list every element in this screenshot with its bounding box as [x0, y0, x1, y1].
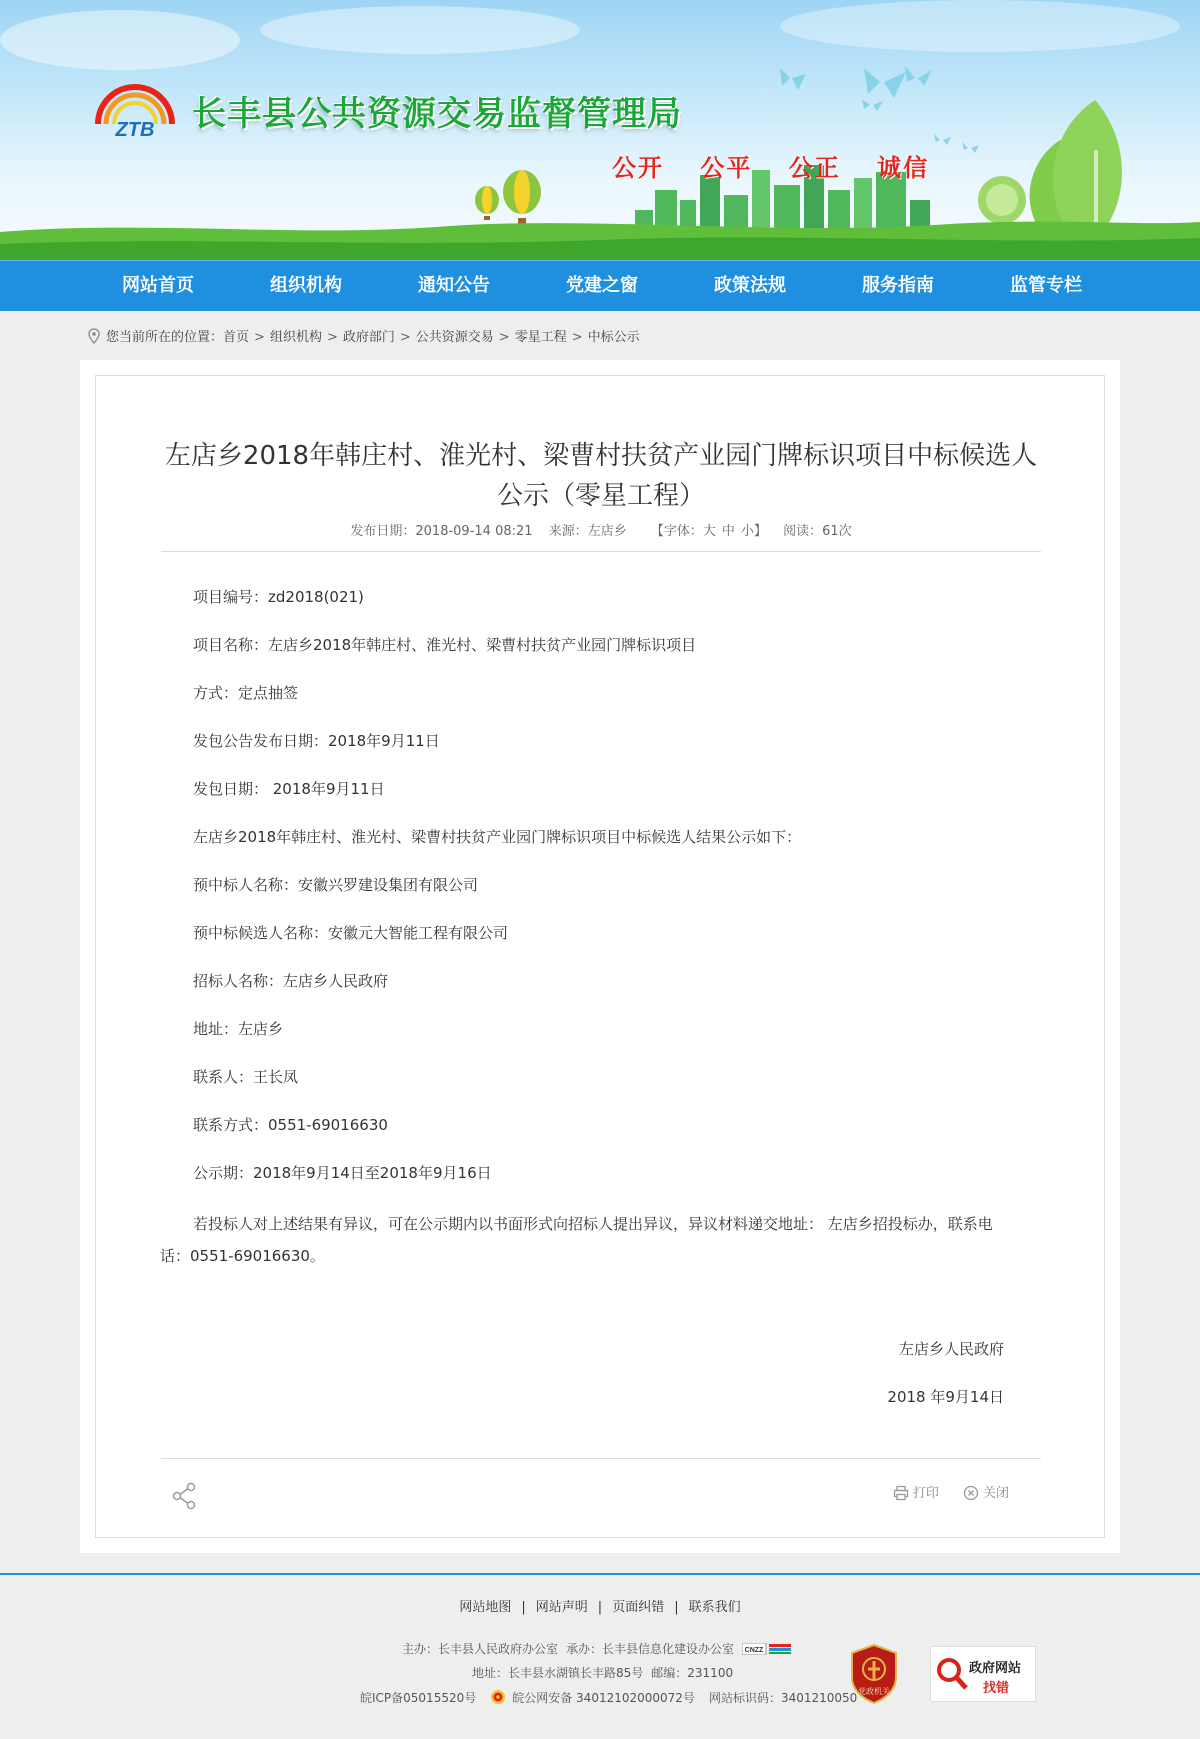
publicity-period: 公示期：2018年9月14日至2018年9月16日 [193, 1164, 492, 1182]
slogan-item: 公开 [612, 153, 664, 182]
font-size-small[interactable]: 小 [740, 524, 754, 539]
location-pin-icon [88, 328, 100, 344]
breadcrumb-home[interactable]: 首页 [223, 330, 250, 345]
footer-address: 地址：长丰县水湖镇长丰路85号 [472, 1666, 644, 1680]
print-label: 打印 [912, 1486, 939, 1501]
breadcrumb-separator: > [571, 330, 583, 345]
nav-item-home[interactable]: 网站首页 [122, 275, 194, 296]
police-emblem-icon [490, 1689, 506, 1705]
butterfly-icon [780, 66, 979, 153]
article-frame [95, 375, 1105, 1538]
close-label: 关闭 [982, 1486, 1009, 1501]
result-intro: 左店乡2018年韩庄村、淮光村、梁曹村扶贫产业园门牌标识项目中标候选人结果公示如下： [193, 828, 802, 846]
divider [161, 551, 1041, 552]
project-number: 项目编号：zd2018(021) [193, 588, 364, 606]
contact-phone: 联系方式：0551-69016630 [193, 1116, 388, 1134]
footer-link-sitemap[interactable]: 网站地图 [459, 1600, 512, 1615]
divider [161, 1458, 1041, 1459]
article-source: 来源：左店乡 [548, 524, 627, 539]
close-icon [963, 1485, 979, 1501]
logo-text: ZTB [115, 119, 155, 140]
footer-link-statement[interactable]: 网站声明 [535, 1600, 588, 1615]
header-banner [0, 0, 1200, 260]
project-name: 项目名称：左店乡2018年韩庄村、淮光村、梁曹村扶贫产业园门牌标识项目 [193, 636, 697, 654]
announcement-date: 发包公告发布日期：2018年9月11日 [193, 732, 440, 750]
cnzz-label: CNZZ [744, 1647, 764, 1654]
site-title: 长丰县公共资源交易监督管理局 [192, 94, 682, 134]
magnifier-icon [935, 1654, 969, 1694]
font-size-switcher [651, 524, 767, 539]
article-meta [156, 520, 1046, 539]
tree-icon [978, 100, 1122, 240]
objection-text: 若投标人对上述结果有异议，可在公示期内以书面形式向招标人提出异议，异议材料递交地址： 左店乡招投标办，联系电话：0551-69016630。 [160, 1215, 993, 1265]
party-government-badge-icon[interactable] [848, 1643, 900, 1705]
signature-date: 2018 年9月14日 [887, 1388, 1004, 1406]
hot-air-balloon-icon [475, 170, 541, 224]
footer-postcode: 邮编：231100 [651, 1666, 734, 1680]
footer-divider [0, 1573, 1200, 1575]
footer-icp[interactable]: 皖ICP备05015520号 [360, 1691, 477, 1705]
selection-method: 方式：定点抽签 [193, 684, 299, 702]
nav-item-organization[interactable]: 组织机构 [270, 275, 342, 296]
winning-bidder: 预中标人名称：安徽兴罗建设集团有限公司 [193, 876, 479, 894]
gov-badge-line1: 政府网站 [969, 1661, 1022, 1676]
footer-links: 网站地图 | 网站声明 | 页面纠错 | 联系我们 [459, 1600, 741, 1615]
nav-item-supervision[interactable]: 监管专栏 [1010, 275, 1082, 296]
party-badge-label: 党政机关 [858, 1687, 890, 1696]
print-button[interactable] [893, 1482, 939, 1501]
close-button[interactable] [963, 1482, 1009, 1501]
slogan-item: 公正 [788, 153, 841, 182]
article-panel [80, 360, 1120, 1553]
footer-site-code: 网站标识码：3401210050 [708, 1691, 858, 1705]
contract-date: 发包日期： 2018年9月11日 [193, 780, 385, 798]
footer-police-record[interactable]: 皖公网安备 34012102000072号 [512, 1691, 695, 1705]
breadcrumb-bid-announcement[interactable]: 中标公示 [587, 330, 640, 345]
breadcrumb-organization[interactable]: 组织机构 [269, 330, 322, 345]
nav-item-party-building[interactable]: 党建之窗 [566, 275, 638, 296]
nav-item-service-guide[interactable]: 服务指南 [862, 275, 934, 296]
footer-host-line [402, 1640, 792, 1657]
candidate-bidder: 预中标候选人名称：安徽元大智能工程有限公司 [193, 924, 509, 942]
slogan-item: 公平 [700, 153, 753, 182]
contact-person: 联系人：王长凤 [193, 1068, 299, 1086]
article-title: 左店乡2018年韩庄村、淮光村、梁曹村扶贫产业园门牌标识项目中标候选人公示（零星工程） [164, 441, 1038, 511]
footer-undertake: 承办：长丰县信息化建设办公室 [566, 1642, 735, 1656]
footer-record-line [360, 1689, 865, 1706]
font-size-large[interactable]: 大 [702, 524, 716, 539]
logo-icon [92, 80, 178, 140]
objection-notice [160, 1208, 1013, 1272]
font-size-label: 【字体： [650, 524, 703, 539]
printer-icon [893, 1485, 909, 1501]
footer-link-report-error[interactable]: 页面纠错 [612, 1600, 665, 1615]
breadcrumb-government-departments[interactable]: 政府部门 [342, 330, 395, 345]
breadcrumb-separator: > [498, 330, 510, 345]
nav-item-policies[interactable]: 政策法规 [714, 275, 786, 296]
publish-date: 发布日期：2018-09-14 08:21 [350, 524, 533, 539]
breadcrumb-separator: > [326, 330, 338, 345]
breadcrumb [88, 326, 640, 345]
font-size-end: 】 [753, 524, 767, 539]
share-icon[interactable] [171, 1482, 199, 1510]
footer-host: 主办：长丰县人民政府办公室 [402, 1642, 559, 1656]
footer-address-line [472, 1664, 741, 1681]
main-nav [0, 260, 1200, 311]
gov-site-error-report-badge[interactable] [930, 1646, 1036, 1702]
address: 地址：左店乡 [193, 1020, 284, 1038]
slogan [612, 148, 955, 183]
breadcrumb-separator: > [399, 330, 411, 345]
font-size-medium[interactable]: 中 [721, 524, 735, 539]
tenderer-name: 招标人名称：左店乡人民政府 [193, 972, 389, 990]
breadcrumb-prefix: 您当前所在的位置： [106, 330, 224, 345]
view-count: 阅读：61次 [783, 524, 852, 539]
footer-link-contact[interactable]: 联系我们 [688, 1600, 741, 1615]
slogan-item: 诚信 [877, 153, 930, 182]
gov-badge-line2: 找错 [983, 1681, 1010, 1696]
article-tools [873, 1482, 1009, 1501]
breadcrumb-separator: > [254, 330, 265, 345]
cnzz-badge-icon [742, 1643, 792, 1655]
signature [887, 1336, 1004, 1432]
breadcrumb-public-resource-trading[interactable]: 公共资源交易 [415, 330, 494, 345]
article-body [160, 584, 1013, 1272]
nav-item-notices[interactable]: 通知公告 [418, 275, 490, 296]
signature-org: 左店乡人民政府 [898, 1340, 1004, 1358]
breadcrumb-minor-projects[interactable]: 零星工程 [514, 330, 567, 345]
